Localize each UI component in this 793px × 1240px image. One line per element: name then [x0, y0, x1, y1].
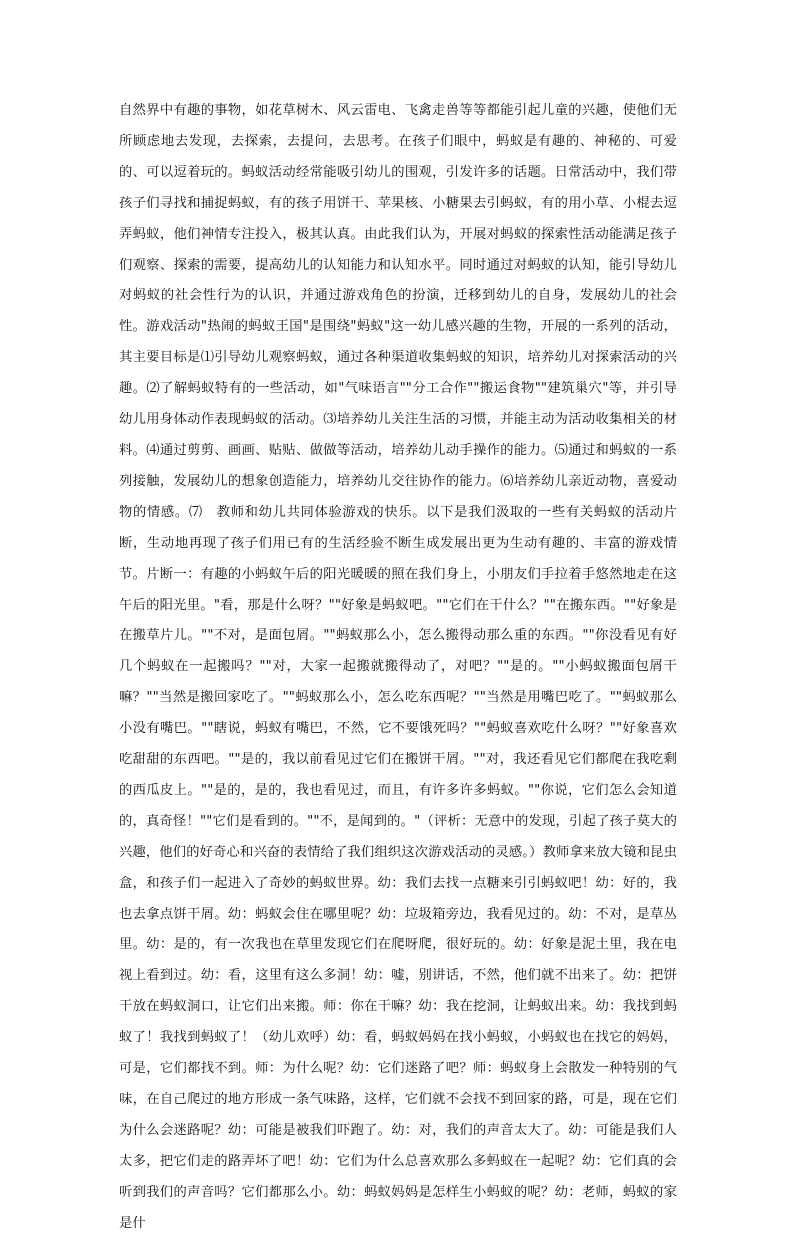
body-paragraph: 自然界中有趣的事物，如花草树木、风云雷电、飞禽走兽等等都能引起儿童的兴趣，使他们无所顾虑地去发现，去探索，去提问，去思考。在孩子们眼中，蚂蚁是有趣的、神秘的、可爱的、可以逗着玩的。蚂蚁活动经常能吸引幼儿的围观，引发许多的话题。日常活动中，我们带孩子们寻找和捕捉蚂蚁，有的孩子用饼干、苹果核、小糖果去引蚂蚁，有的用小草、小棍去逗弄蚂蚁，他们神情专注投入，极其认真。由此我们认为，开展对蚂蚁的探索性活动能满足孩子们观察、探索的需要，提高幼儿的认知能力和认知水平。同时通过对蚂蚁的认知，能引导幼儿对蚂蚁的社会性行为的认识，并通过游戏角色的扮演，迁移到幼儿的自身，发展幼儿的社会性。游戏活动"热闹的蚂蚁王国"是围绕"蚂蚁"这一幼儿感兴趣的生物，开展的一系列的活动，其主要目标是⑴引导幼儿观察蚂蚁，通过各种渠道收集蚂蚁的知识，培养幼儿对探索活动的兴趣。⑵了解蚂蚁特有的一些活动，如"气味语言""分工合作""搬运食物""建筑巢穴"等，并引导幼儿用身体动作表现蚂蚁的活动。⑶培养幼儿关注生活的习惯，并能主动为活动收集相关的材料。⑷通过剪剪、画画、贴贴、做做等活动，培养幼儿动手操作的能力。⑸通过和蚂蚁的一系列接触，发展幼儿的想象创造能力，培养幼儿交往协作的能力。⑹培养幼儿亲近动物，喜爱动物的情感。⑺ 教师和幼儿共同体验游戏的快乐。以下是我们汲取的一些有关蚂蚁的活动片断，生动地再现了孩子们用已有的生活经验不断生成发展出更为生动有趣的、丰富的游戏情节。片断一：有趣的小蚂蚁午后的阳光暖暖的照在我们身上，小朋友们手拉着手悠然地走在这午后的阳光里。"看，那是什么呀？""好象是蚂蚁吧。""它们在干什么？""在搬东西。""好象是在搬草片儿。""不对，是面包屑。""蚂蚁那么小，怎么搬得动那么重的东西。""你没看见有好几个蚂蚁在一起搬吗？""对，大家一起搬就搬得动了，对吧？""是的。""小蚂蚁搬面包屑干嘛？""当然是搬回家吃了。""蚂蚁那么小，怎么吃东西呢？""当然是用嘴巴吃了。""蚂蚁那么小没有嘴巴。""瞎说，蚂蚁有嘴巴，不然，它不要饿死吗？""蚂蚁喜欢吃什么呀？""好象喜欢吃甜甜的东西吧。""是的，我以前看见过它们在搬饼干屑。""对，我还看见它们都爬在我吃剩的西瓜皮上。""是的，是的，我也看见过，而且，有许多许多蚂蚁。""你说，它们怎么会知道的，真奇怪！""它们是看到的。""不，是闻到的。"（评析：无意中的发现，引起了孩子莫大的兴趣，他们的好奇心和兴奋的表情给了我们组织这次游戏活动的灵感。）教师拿来放大镜和昆虫盒，和孩子们一起进入了奇妙的蚂蚁世界。幼：我们去找一点糖来引引蚂蚁吧！幼：好的，我也去拿点饼干屑。幼：蚂蚁会住在哪里呢？幼：垃圾箱旁边，我看见过的。幼：不对，是草丛里。幼：是的，有一次我也在草里发现它们在爬呀爬，很好玩的。幼：好象是泥土里，我在电视上看到过。幼：看，这里有这么多洞！幼：嘘，别讲话，不然，他们就不出来了。幼：把饼干放在蚂蚁洞口，让它们出来搬。师：你在干嘛？幼：我在挖洞，让蚂蚁出来。幼：我找到蚂蚁了！我找到蚂蚁了！（幼儿欢呼）幼：看，蚂蚁妈妈在找小蚂蚁，小蚂蚁也在找它的妈妈，可是，它们都找不到。师：为什么呢？幼：它们迷路了吧？师：蚂蚁身上会散发一种特别的气味，在自己爬过的地方形成一条气味路，这样，它们就不会找不到回家的路，可是，现在它们为什么会迷路呢？幼：可能是被我们吓跑了。幼：对，我们的声音太大了。幼：可能是我们人太多，把它们走的路弄坏了吧！幼：它们为什么总喜欢那么多蚂蚁在一起呢？幼：它们真的会听到我们的声音吗？它们都那么小。幼：蚂蚁妈妈是怎样生小蚂蚁的呢？幼：老师，蚂蚁的家是什 [119, 103, 677, 1231]
